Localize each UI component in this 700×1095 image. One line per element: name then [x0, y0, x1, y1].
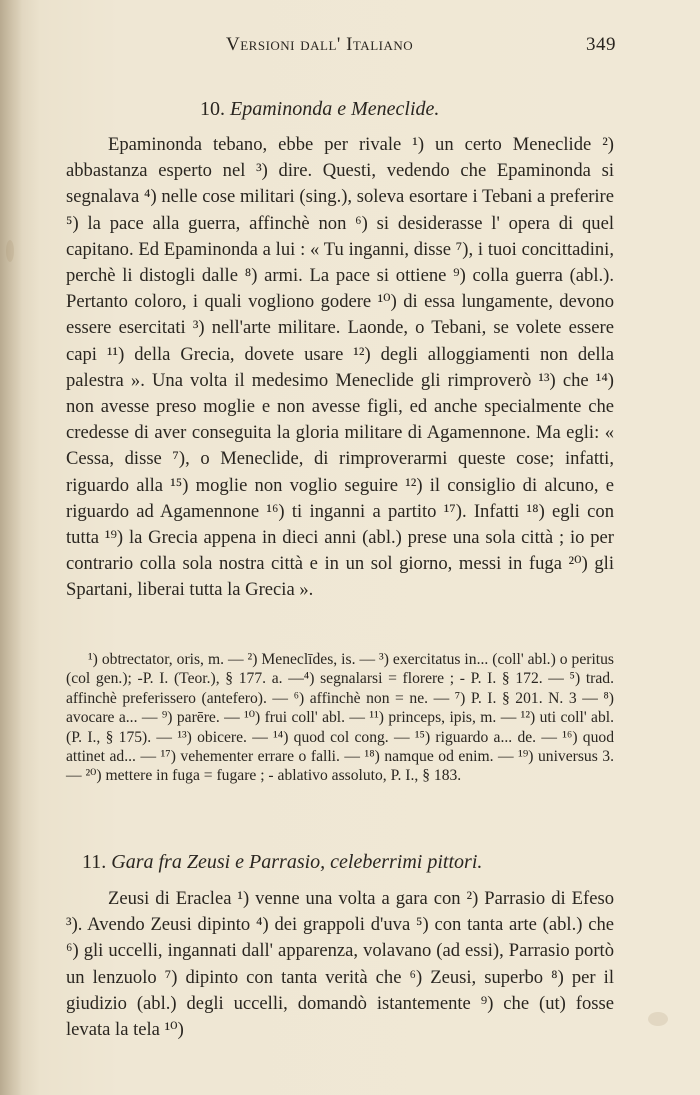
section-11-paragraph: Zeusi di Eraclea ¹) venne una volta a gara con ²) Parrasio di Efeso ³). Avendo Zeusi dipinto ⁴) dei grappoli d'uva ⁵) con tanta arte (abl.) che ⁶) gli uccelli, ingannati dall' apparenza, volavano (ad essi), Parrasio portò un lenzuolo ⁷) dipinto con tanta verità che ⁶) Zeusi, superbo ⁸) per il giudizio (abl.) degli uccelli, domandò istantemente ⁹) che (ut) fosse levata la tela ¹⁰): [66, 888, 614, 1041]
section-10-title: Epaminonda e Meneclide.: [230, 98, 440, 120]
running-head: [226, 34, 626, 64]
page-number: 349: [586, 34, 616, 55]
section-11-body: [66, 886, 614, 1043]
paper-stain: [648, 1012, 668, 1026]
section-11-number: 11.: [82, 851, 107, 873]
section-10-heading: [200, 98, 439, 121]
page-gutter-shadow: [0, 0, 22, 1095]
margin-mark: [6, 240, 14, 262]
section-11-title: Gara fra Zeusi e Parrasio, celeberrimi pittori.: [111, 851, 483, 873]
section-10-footnotes: [66, 650, 614, 786]
running-title: Versioni dall' Italiano: [226, 34, 414, 55]
section-11-heading: [82, 851, 482, 874]
section-10-paragraph: Epaminonda tebano, ebbe per rivale ¹) un certo Meneclide ²) abbastanza esperto nel ³) dire. Questi, vedendo che Epaminonda si segnalava ⁴) nelle cose militari (sing.), soleva esortare i Tebani a preferire ⁵) la pace alla guerra, affinchè non ⁶) si desiderasse l' opera di quel capitano. Ed Epaminonda a lui : « Tu inganni, disse ⁷), i tuoi concittadini, perchè li distogli dalle ⁸) armi. La pace si ottiene ⁹) colla guerra (abl.). Pertanto coloro, i quali vogliono godere ¹⁰) di essa lungamente, devono essere esercitati ³) nell'arte militare. Laonde, o Tebani, se volete essere capi ¹¹) della Grecia, dovete usare ¹²) degli alloggiamenti non della palestra ». Una volta il medesimo Meneclide gli rimproverò ¹³) che ¹⁴) non avesse preso moglie e non avesse figli, ed anche specialmente che credesse di aver conseguita la gloria militare di Agamennone. Ma egli: « Cessa, disse ⁷), o Meneclide, di rimproverarmi queste cose; infatti, riguardo alla ¹⁵) moglie non voglio seguire ¹²) il consiglio di alcuno, e riguardo ad Agamennone ¹⁶) ti inganni a partito ¹⁷). Infatti ¹⁸) egli con tutta ¹⁹) la Grecia appena in dieci anni (abl.) prese una sola città ; io per contrario colla sola nostra città e in un sol giorno, messi in fuga ²⁰) gli Spartani, liberai tutta la Grecia ».: [66, 134, 614, 601]
section-10-body: [66, 132, 614, 604]
section-10-notes: ¹) obtrectator, oris, m. — ²) Meneclīdes, is. — ³) exercitatus in... (coll' abl.) o peritus (col gen.); -P. I. (Teor.), § 177. a. —⁴) segnalarsi = florere ; - P. I. § 172. — ⁵) trad. affinchè preferissero (antefero). — ⁶) affinchè non = ne. — ⁷) P. I. § 201. N. 3 — ⁸) avocare a... — ⁹) parēre. — ¹⁰) frui coll' abl. — ¹¹) princeps, ipis, m. — ¹²) uti coll' abl. (P. I., § 175). — ¹³) obicere. — ¹⁴) quod col cong. — ¹⁵) riguardo a... de. — ¹⁶) quod attinet ad... — ¹⁷) vehementer errare o falli. — ¹⁸) namque od enim. — ¹⁹) universus 3. — ²⁰) mettere in fuga = fugare ; - ablativo assoluto, P. I., § 183.: [66, 651, 614, 785]
section-10-number: 10.: [200, 98, 225, 120]
